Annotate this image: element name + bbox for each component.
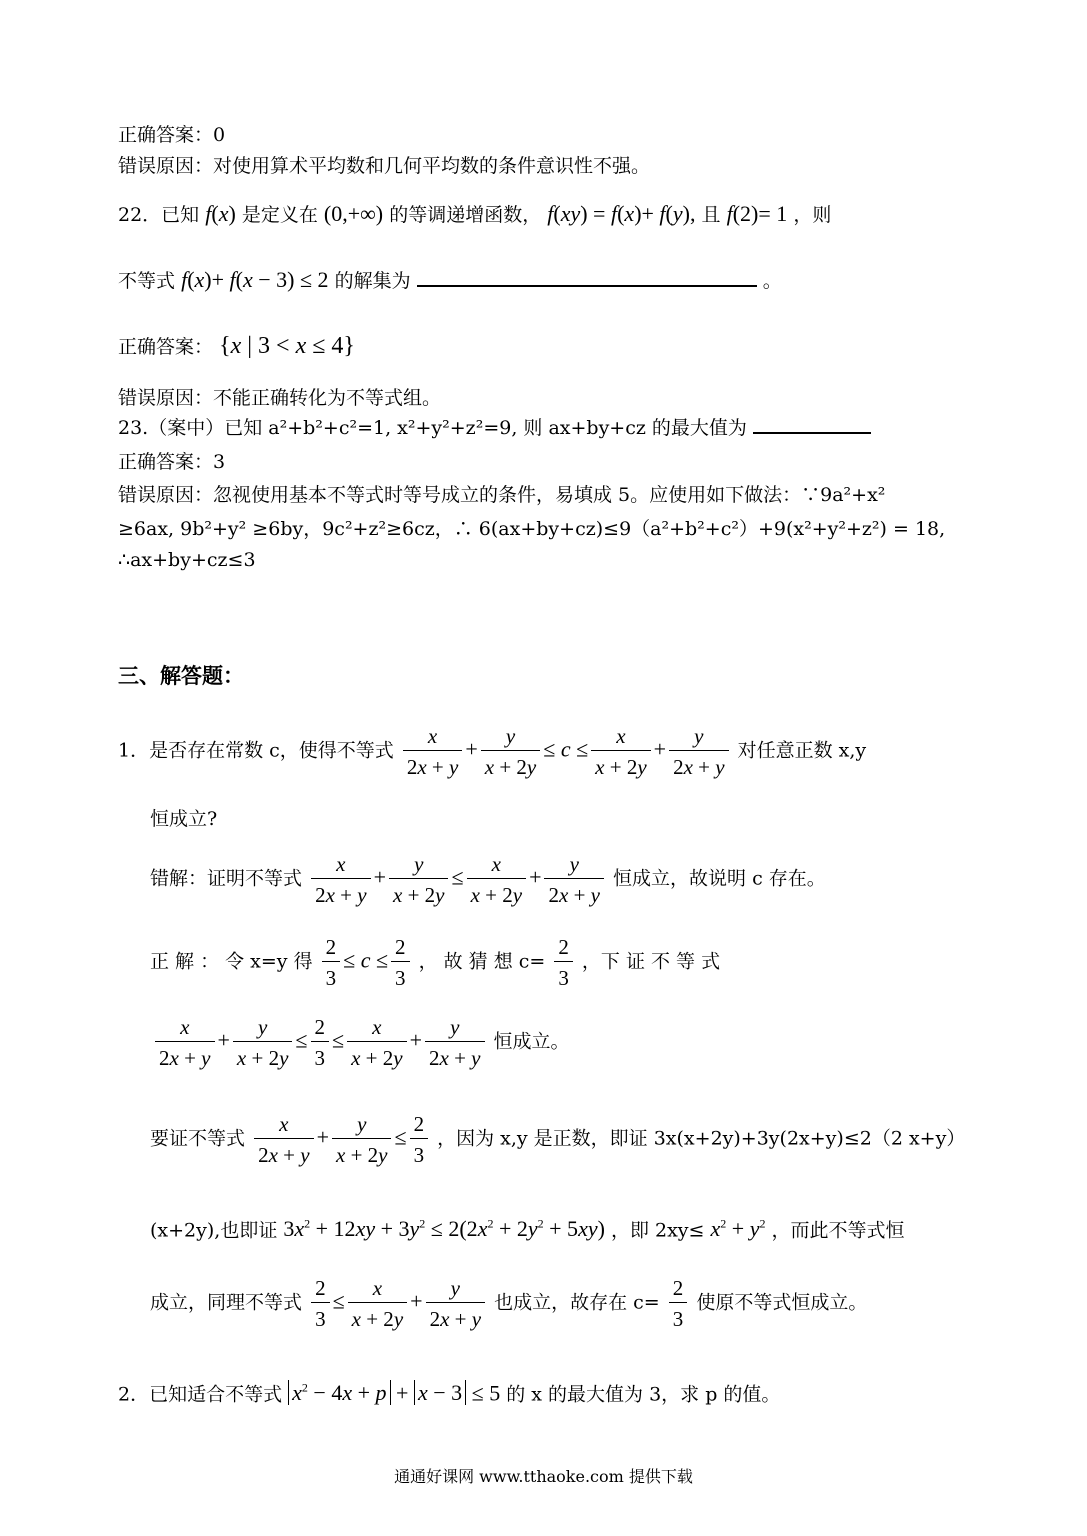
section-heading: 三、解答题：	[118, 664, 244, 688]
page-footer: 通通好课网 www.tthaoke.com 提供下载	[394, 1467, 693, 1486]
error-reason-23-line2: ≥6ax, 9b²+y² ≥6by，9c²+z²≥6cz，∴ 6(ax+by+cz)≤9（a²+b²+c²）+9(x²+y²+z²) = 18,	[118, 518, 946, 540]
problem-1: 1．是否存在常数 c，使得不等式 $\frac{x}{2x + y}$ + $\frac{y}{x + 2y}$ ≤ c ≤ $\frac{x}{x + 2y}$ + $\frac{y}{2x + y}$ 对任意正数 x,y	[118, 724, 867, 779]
answer-blank[interactable]	[417, 284, 757, 287]
error-reason-23-line1: 错误原因：忽视使用基本不等式时等号成立的条件，易填成 5。应使用如下做法：∵9a²+x²	[118, 484, 886, 506]
problem-1-line2: 恒成立?	[150, 808, 218, 830]
proof-line3: 成立，同理不等式 $\frac{2}{3}$ ≤ $\frac{x}{x + 2y}$ + $\frac{y}{2x + y}$ 也成立，故存在 c= $\frac{2}{3}$ 使原不等式恒成立。	[150, 1276, 868, 1331]
answer-23: 正确答案：3	[118, 451, 226, 473]
question-22: 22．已知 f(x) 是定义在 (0,+∞) 的等调递增函数， f(xy) = f(x)+ f(y), 且 f(2)= 1 ，则	[118, 201, 832, 226]
proof-line1: 要证不等式 $\frac{x}{2x + y}$ + $\frac{y}{x + 2y}$ ≤ $\frac{2}{3}$ ，因为 x,y 是正数，即证 3x(x+2y)+3y(2x+y)≤2（2 x+y）	[150, 1112, 966, 1167]
question-22-line2: 不等式 f(x)+ f(x − 3) ≤ 2 的解集为 。	[118, 267, 782, 292]
proof-line2: (x+2y),也即证 $3x^2 + 12xy + 3y^2 \le 2(2x^2 + 2y^2 + 5xy)$ ，即 $2xy\le x^2 + y^2$ ，而此不等式恒	[150, 1216, 905, 1242]
answer-22: 正确答案： {x | 3 < x ≤ 4}	[118, 333, 355, 359]
error-reason-22: 错误原因：不能正确转化为不等式组。	[118, 387, 442, 409]
error-reason-23-line3: ∴ax+by+cz≤3	[118, 549, 256, 571]
question-23: 23.（案中）已知 a²+b²+c²=1, x²+y²+z²=9, 则 ax+by+cz 的最大值为	[118, 414, 871, 442]
correct-solution: 正 解 ： 令 x=y 得 $\frac{2}{3}$ ≤ c ≤ $\frac{2}{3}$ ， 故 猜 想 c= $\frac{2}{3}$ ，下 证 不 等 式	[150, 935, 721, 990]
problem-2: 2．已知适合不等式 $x^2 - 4x + p + x - 3 \le 5$ 的 x 的最大值为 3，求 p 的值。	[118, 1380, 781, 1406]
correct-solution-line2: $\frac{x}{2x + y}$ + $\frac{y}{x + 2y}$ ≤ $\frac{2}{3}$ ≤ $\frac{x}{x + 2y}$ + $\frac{y}{2x + y}$ 恒成立。	[152, 1015, 570, 1070]
answer-blank-23[interactable]	[753, 431, 871, 434]
error-reason-21: 错误原因：对使用算术平均数和几何平均数的条件意识性不强。	[118, 155, 651, 177]
answer-21: 正确答案：0	[118, 124, 226, 146]
wrong-solution: 错解：证明不等式 $\frac{x}{2x + y}$ + $\frac{y}{x + 2y}$ ≤ $\frac{x}{x + 2y}$ + $\frac{y}{2x + y}$ 恒成立，故说明 c 存在。	[150, 852, 826, 907]
